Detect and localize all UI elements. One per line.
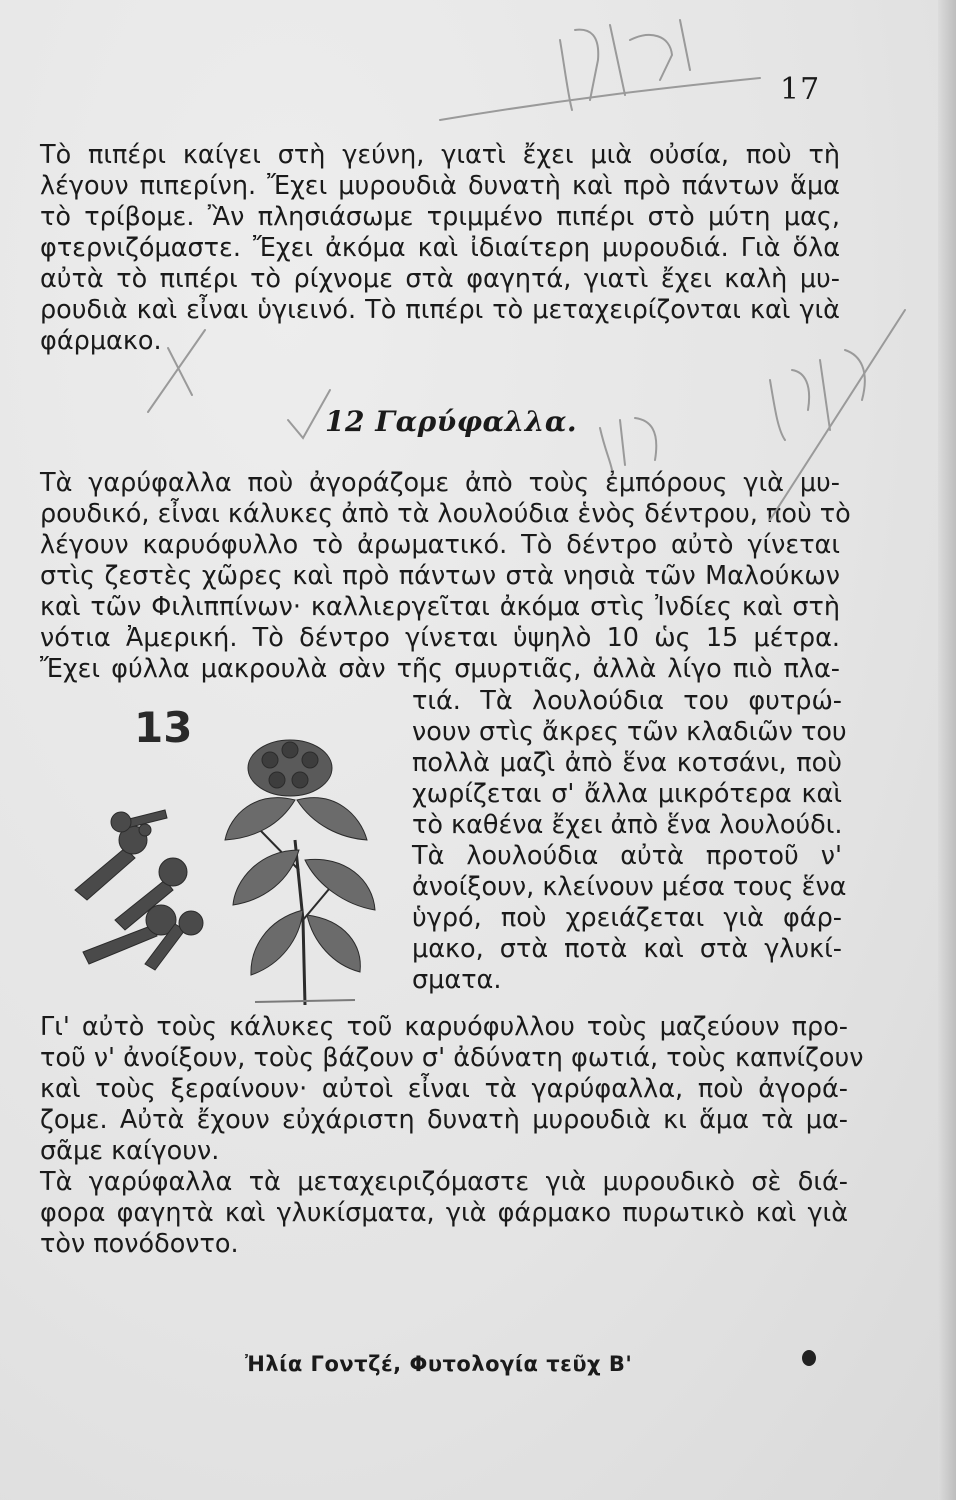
text-line: τὸν πονόδοντο. bbox=[40, 1229, 239, 1259]
text-line: νουν στὶς ἄκρες τῶν κλαδιῶν του bbox=[412, 717, 847, 747]
text-line: Τὰ γαρύφαλλα τὰ μεταχειριζόμαστε γιὰ μυρουδικὸ σὲ διά- bbox=[40, 1167, 848, 1197]
pencil-check-mark bbox=[288, 390, 330, 438]
text-line: λέγουν καρυόφυλλο τὸ ἀρωματικό. Τὸ δέντρο αὐτὸ γίνεται bbox=[40, 530, 840, 560]
pencil-underline bbox=[440, 78, 760, 120]
paragraph-cloves-wrapped bbox=[412, 686, 847, 996]
figure-number: 13 bbox=[134, 703, 193, 752]
ink-dot bbox=[802, 1350, 816, 1366]
text-line: Τὰ λουλούδια αὐτὰ προτοῦ ν' bbox=[412, 841, 842, 871]
text-line: νότια Ἀμερική. Τὸ δέντρο γίνεται ὑψηλὸ 10 ὡς 15 μέτρα. bbox=[40, 623, 840, 653]
text-line: Τὸ πιπέρι καίγει στὴ γεύνη, γιατὶ ἔχει μιὰ οὐσία, ποὺ τὴ bbox=[40, 140, 840, 170]
text-line: ρουδιὰ καὶ εἶναι ὑγιεινό. Τὸ πιπέρι τὸ μεταχειρίζονται καὶ γιὰ bbox=[40, 295, 840, 325]
text-line: τιά. Τὰ λουλούδια του φυτρώ- bbox=[412, 686, 842, 716]
text-line: σματα. bbox=[412, 965, 502, 995]
text-line: λέγουν πιπερίνη. Ἔχει μυρουδιὰ δυνατὴ καὶ πρὸ πάντων ἅμα bbox=[40, 171, 840, 201]
pencil-scribble-3 bbox=[770, 350, 865, 440]
text-line: πολλὰ μαζὶ ἀπὸ ἕνα κοτσάνι, ποὺ bbox=[412, 748, 842, 778]
pencil-scribble-2 bbox=[600, 418, 656, 470]
text-line: φτερνιζόμαστε. Ἔχει ἀκόμα καὶ ἰδιαίτερη μυρουδιά. Γιὰ ὅλα bbox=[40, 233, 840, 263]
section-heading: 12 Γαρύφαλλα. bbox=[325, 405, 578, 438]
text-line: μακο, στὰ ποτὰ καὶ στὰ γλυκί- bbox=[412, 934, 842, 964]
text-line: φάρμακο. bbox=[40, 326, 162, 356]
text-line: φορα φαγητὰ καὶ γλυκίσματα, γιὰ φάρμακο πυρωτικὸ καὶ γιὰ bbox=[40, 1198, 848, 1228]
text-line: τὸ καθένα ἔχει ἀπὸ ἕνα λουλούδι. bbox=[412, 810, 843, 840]
paragraph-clove-use bbox=[40, 1012, 864, 1260]
page-number: 17 bbox=[780, 72, 821, 107]
text-line: τοῦ ν' ἀνοίξουν, τοὺς βάζουν σ' ἀδύνατη φωτιά, τοὺς καπνίζουν bbox=[40, 1043, 864, 1073]
page-edge bbox=[938, 0, 956, 1500]
text-line: στὶς ζεστὲς χῶρες καὶ πρὸ πάντων στὰ νησιὰ τῶν Μαλούκων bbox=[40, 561, 840, 591]
text-line: τὸ τρίβομε. Ἂν πλησιάσωμε τριμμένο πιπέρι στὸ μύτη μας, bbox=[40, 202, 840, 232]
text-line: σᾶμε καίγουν. bbox=[40, 1136, 220, 1166]
footer-stamp: Ἠλία Γοντζέ, Φυτολογία τεῦχ Β' bbox=[245, 1352, 633, 1376]
text-line: Γι' αὐτὸ τοὺς κάλυκες τοῦ καρυόφυλλου τοὺς μαζεύουν προ- bbox=[40, 1012, 848, 1042]
text-line: ζομε. Αὐτὰ ἔχουν εὐχάριστη δυνατὴ μυρουδιὰ κι ἅμα τὰ μα- bbox=[40, 1105, 848, 1135]
paragraph-pepper bbox=[40, 140, 840, 357]
text-line: ρουδικό, εἶναι κάλυκες ἀπὸ τὰ λουλούδια ἑνὸς δέντρου, ποὺ τὸ bbox=[40, 499, 851, 529]
text-line: Ἔχει φύλλα μακρουλὰ σὰν τῆς σμυρτιᾶς, ἀλλὰ λίγο πιὸ πλα- bbox=[40, 654, 840, 684]
dried-cloves-drawing bbox=[75, 810, 203, 970]
text-line: αὐτὰ τὸ πιπέρι τὸ ρίχνομε στὰ φαγητά, γιατὶ ἔχει καλὴ μυ- bbox=[40, 264, 840, 294]
text-line: ἀνοίξουν, κλείνουν μέσα τους ἕνα bbox=[412, 872, 847, 902]
clove-branch-drawing bbox=[225, 740, 375, 1005]
text-line: Τὰ γαρύφαλλα ποὺ ἀγοράζομε ἀπὸ τοὺς ἐμπόρους γιὰ μυ- bbox=[40, 468, 840, 498]
paragraph-cloves bbox=[40, 468, 851, 685]
pencil-scribble bbox=[560, 20, 690, 110]
clove-illustration bbox=[55, 720, 415, 1010]
text-line: ὑγρό, ποὺ χρειάζεται γιὰ φάρ- bbox=[412, 903, 842, 933]
text-line: καὶ τοὺς ξεραίνουν· αὐτοὶ εἶναι τὰ γαρύφαλλα, ποὺ ἀγορά- bbox=[40, 1074, 848, 1104]
text-line: καὶ τῶν Φιλιππίνων· καλλιεργεῖται ἀκόμα στὶς Ἰνδίες καὶ στὴ bbox=[40, 592, 840, 622]
text-line: χωρίζεται σ' ἄλλα μικρότερα καὶ bbox=[412, 779, 842, 809]
